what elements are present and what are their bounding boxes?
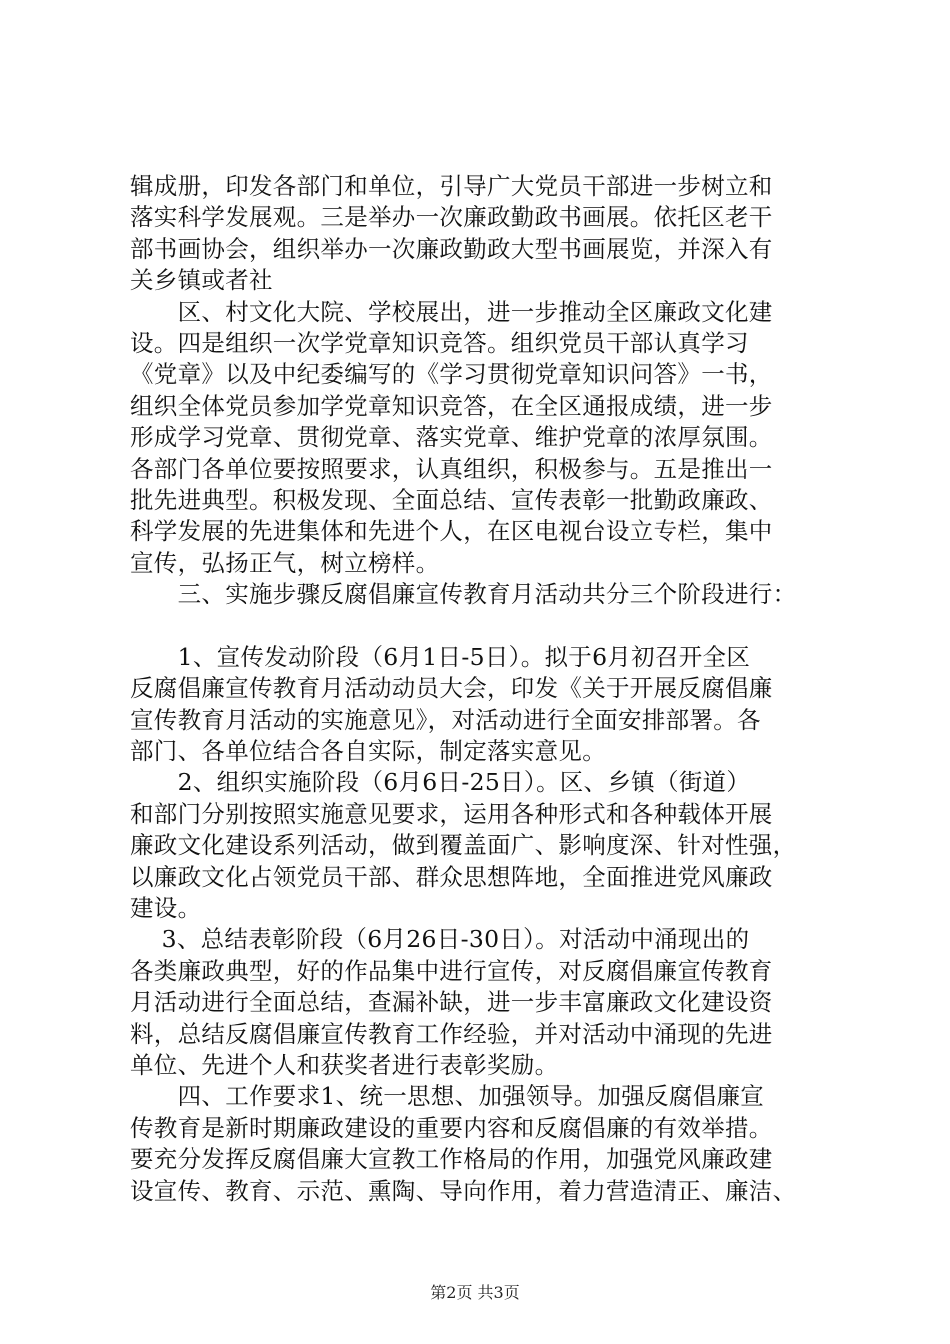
section-heading-line: 四、工作要求1、统一思想、加强领导。加强反腐倡廉宣: [130, 1082, 765, 1111]
text-line: 以廉政文化占领党员干部、群众思想阵地，全面推进党风廉政: [130, 862, 773, 891]
text-line: 1、宣传发动阶段（6月1日-5日）。拟于6月初召开全区: [130, 642, 751, 671]
text-line: 2、组织实施阶段（6月6日-25日）。区、乡镇（街道）: [130, 768, 751, 797]
text-line: 部门、各单位结合各自实际，制定落实意见。: [130, 736, 606, 765]
text-line: 设宣传、教育、示范、熏陶、导向作用，着力营造清正、廉洁、: [130, 1176, 797, 1205]
page-number-footer: 第2页 共3页: [430, 1283, 520, 1302]
text-line: 反腐倡廉宣传教育月活动动员大会，印发《关于开展反腐倡廉: [130, 674, 773, 703]
text-line: 料，总结反腐倡廉宣传教育工作经验，并对活动中涌现的先进: [130, 1019, 773, 1048]
blank-line: [130, 611, 830, 642]
text-line: 部书画协会，组织举办一次廉政勤政大型书画展览，并深入有: [130, 234, 773, 263]
text-line: 廉政文化建设系列活动，做到覆盖面广、影响度深、针对性强，: [130, 831, 797, 860]
text-line: 落实科学发展观。三是举办一次廉政勤政书画展。依托区老干: [130, 203, 773, 232]
text-line: 设。四是组织一次学党章知识竞答。组织党员干部认真学习: [130, 329, 749, 358]
text-line: 《党章》以及中纪委编写的《学习贯彻党章知识问答》一书，: [130, 360, 773, 389]
text-line: 关乡镇或者社: [130, 266, 273, 295]
text-line: 3、总结表彰阶段（6月26日-30日）。对活动中涌现出的: [130, 925, 750, 954]
text-line: 组织全体党员参加学党章知识竞答，在全区通报成绩，进一步: [130, 391, 773, 420]
text-line: 要充分发挥反腐倡廉大宣教工作格局的作用，加强党风廉政建: [130, 1145, 773, 1174]
document-body: [130, 171, 830, 1207]
text-line: 批先进典型。积极发现、全面总结、宣传表彰一批勤政廉政、: [130, 486, 773, 515]
section-heading-line: 三、实施步骤反腐倡廉宣传教育月活动共分三个阶段进行：: [130, 580, 797, 609]
text-line: 月活动进行全面总结，查漏补缺，进一步丰富廉政文化建设资: [130, 988, 773, 1017]
text-line: 传教育是新时期廉政建设的重要内容和反腐倡廉的有效举措。: [130, 1113, 773, 1142]
text-line: 形成学习党章、贯彻党章、落实党章、维护党章的浓厚氛围。: [130, 423, 773, 452]
text-line: 和部门分别按照实施意见要求，运用各种形式和各种载体开展: [130, 799, 773, 828]
text-line: 科学发展的先进集体和先进个人，在区电视台设立专栏，集中: [130, 517, 773, 546]
text-line: 建设。: [130, 893, 202, 922]
text-line: 区、村文化大院、学校展出，进一步推动全区廉政文化建: [130, 297, 773, 326]
text-line: 各部门各单位要按照要求，认真组织，积极参与。五是推出一: [130, 454, 773, 483]
text-line: 宣传，弘扬正气，树立榜样。: [130, 548, 440, 577]
text-line: 宣传教育月活动的实施意见》，对活动进行全面安排部署。各: [130, 705, 761, 734]
text-line: 单位、先进个人和获奖者进行表彰奖励。: [130, 1050, 559, 1079]
text-line: 辑成册，印发各部门和单位，引导广大党员干部进一步树立和: [130, 172, 773, 200]
text-line: 各类廉政典型，好的作品集中进行宣传，对反腐倡廉宣传教育: [130, 956, 773, 985]
